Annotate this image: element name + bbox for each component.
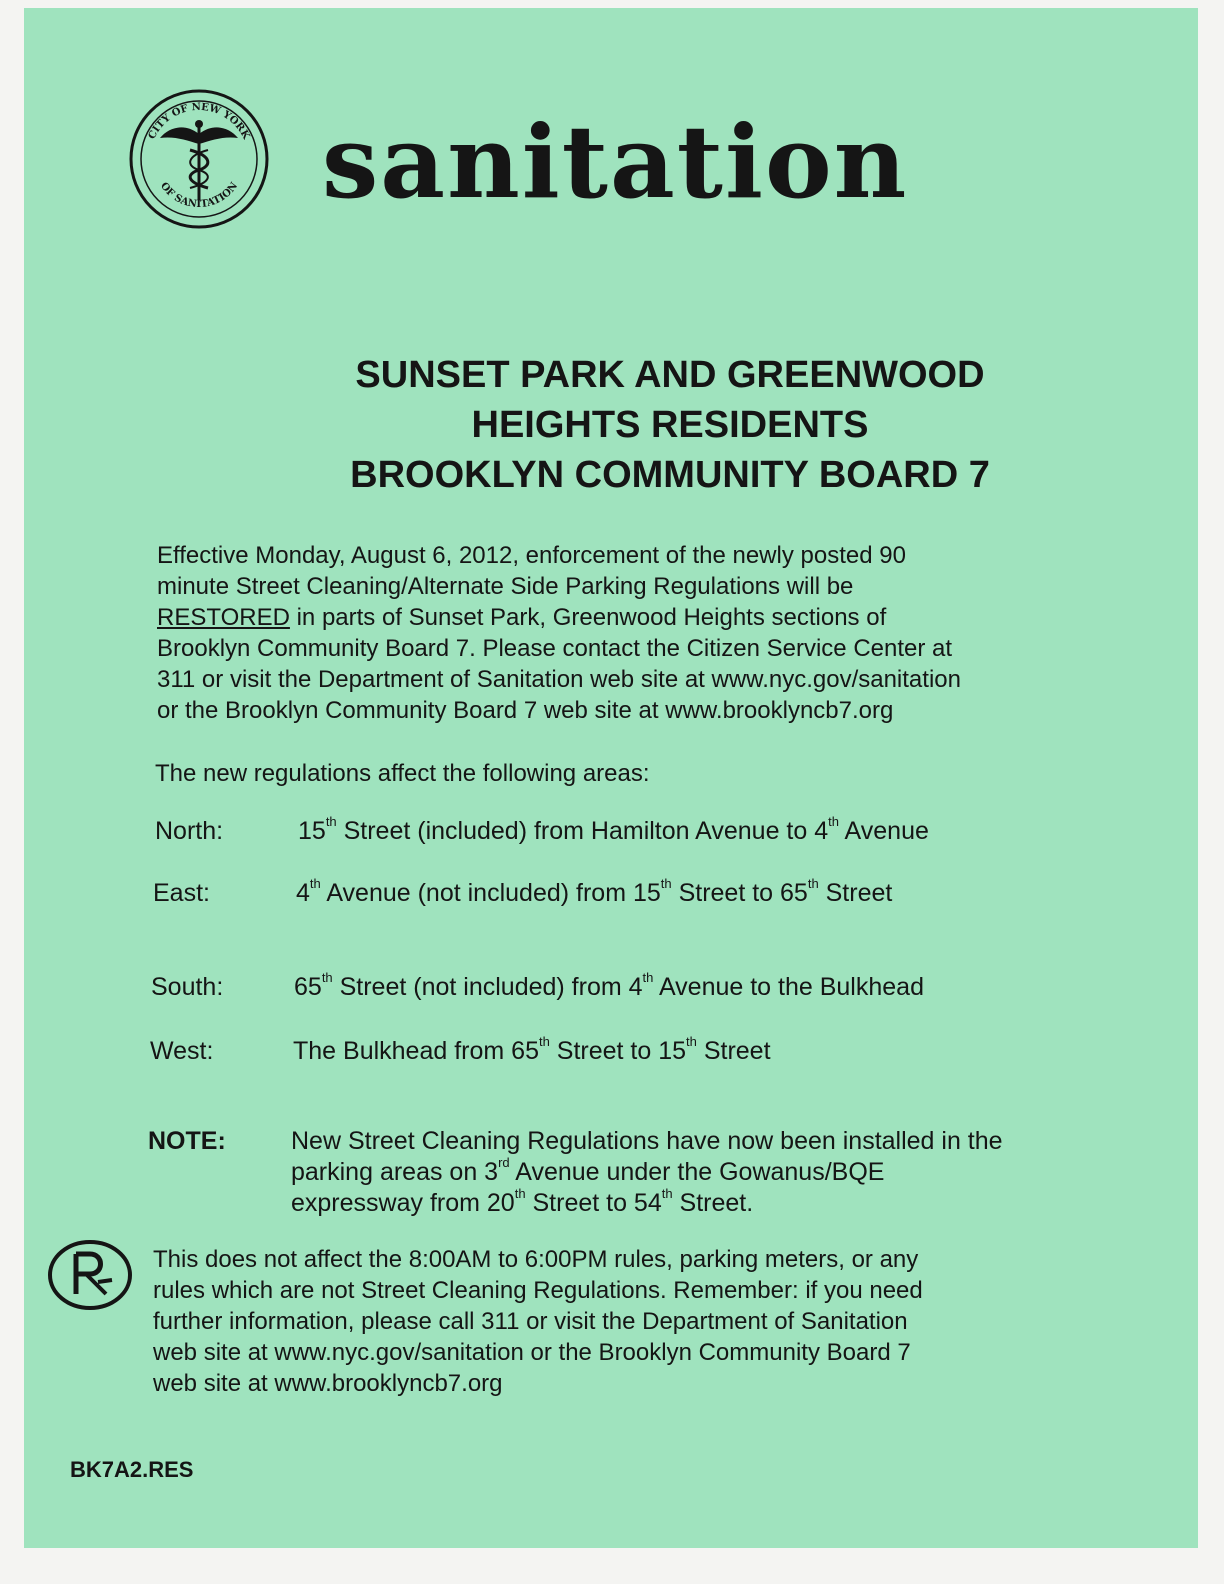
intro-line: or the Brooklyn Community Board 7 web site at www.brooklyncb7.org: [157, 697, 894, 724]
intro-line: Brooklyn Community Board 7. Please contact the Citizen Service Center at: [157, 635, 953, 662]
ordinal-number: 4: [296, 879, 310, 907]
area-text: Street (included) from Hamilton Avenue to 4: [336, 817, 829, 845]
ordinal-suffix: th: [686, 1033, 697, 1049]
area-description: [298, 813, 929, 847]
area-label: North:: [155, 817, 224, 845]
intro-line: [157, 602, 961, 633]
department-of-sanitation-seal: [128, 88, 270, 230]
note-text-part: Street.: [672, 1189, 754, 1217]
ordinal-suffix: th: [642, 969, 654, 985]
note-text-part: Street to 54: [525, 1189, 662, 1217]
area-text: Street: [818, 879, 893, 907]
ordinal-suffix: rd: [498, 1154, 510, 1170]
headline-line: SUNSET PARK AND GREENWOOD: [355, 354, 985, 396]
note-line: [291, 1154, 1003, 1188]
intro-line: Effective Monday, August 6, 2012, enforcement of the newly posted 90: [157, 542, 906, 569]
headline-line: BROOKLYN COMMUNITY BOARD 7: [350, 454, 990, 496]
area-text: Avenue (not included) from 15: [320, 879, 661, 907]
ordinal-suffix: th: [661, 1185, 673, 1201]
ordinal-number: 65: [294, 973, 322, 1001]
ordinal-suffix: th: [660, 875, 672, 891]
area-label: East:: [153, 879, 210, 907]
area-text: Avenue: [838, 817, 929, 845]
document-code: BK7A2.RES: [70, 1457, 194, 1482]
headline-line: HEIGHTS RESIDENTS: [471, 404, 869, 446]
intro-line: 311 or visit the Department of Sanitation web site at www.nyc.gov/sanitation: [157, 666, 961, 693]
closing-line: further information, please call 311 or visit the Department of Sanitation: [153, 1308, 908, 1335]
closing-line: This does not affect the 8:00AM to 6:00PM rules, parking meters, or any: [153, 1246, 919, 1273]
ordinal-suffix: th: [828, 813, 839, 829]
ordinal-suffix: th: [309, 875, 321, 891]
intro-paragraph: [157, 540, 961, 726]
ordinal-suffix: th: [321, 969, 333, 985]
closing-line: web site at www.nyc.gov/sanitation or the Brooklyn Community Board 7: [153, 1339, 911, 1366]
closing-line: web site at www.brooklyncb7.org: [153, 1370, 503, 1397]
area-text: Street (not included) from 4: [332, 973, 643, 1001]
intro-text: in parts of Sunset Park, Greenwood Heights sections of: [289, 604, 887, 631]
areas-intro: The new regulations affect the following areas:: [155, 760, 650, 787]
area-text: Street to 15: [549, 1037, 687, 1065]
headline: [250, 350, 1090, 500]
ordinal-suffix: th: [538, 1033, 550, 1049]
area-text: Street: [696, 1037, 771, 1065]
ordinal-suffix: th: [807, 875, 819, 891]
area-description: [296, 875, 893, 909]
area-text: Street to 65: [671, 879, 808, 907]
area-description: [293, 1033, 771, 1067]
area-text: Avenue to the Bulkhead: [653, 973, 924, 1001]
note-line: New Street Cleaning Regulations have now been installed in the: [291, 1127, 1003, 1155]
area-text: The Bulkhead from 65: [293, 1037, 539, 1065]
ordinal-suffix: th: [514, 1185, 526, 1201]
closing-line: rules which are not Street Cleaning Regulations. Remember: if you need: [153, 1277, 923, 1304]
seal-bottom-text: OF SANITATION: [157, 180, 241, 211]
note-text-part: parking areas on 3: [291, 1158, 499, 1186]
area-label: South:: [151, 973, 224, 1001]
restored-emphasis: RESTORED: [157, 604, 290, 631]
intro-line: minute Street Cleaning/Alternate Side Parking Regulations will be: [157, 573, 854, 600]
note-label: NOTE:: [148, 1127, 226, 1155]
note-text: [291, 1126, 1003, 1219]
note-text-part: expressway from 20: [291, 1189, 515, 1217]
note-text-part: Avenue under the Gowanus/BQE: [509, 1158, 885, 1186]
ordinal-number: 15: [298, 817, 326, 845]
note-line: [291, 1185, 1003, 1219]
area-description: [294, 969, 924, 1003]
ordinal-suffix: th: [325, 813, 337, 829]
no-parking-icon: [46, 1238, 134, 1312]
area-label: West:: [150, 1037, 214, 1065]
seal-top-text: CITY OF NEW YORK: [146, 101, 252, 142]
department-wordmark: sanitation: [322, 103, 909, 221]
closing-paragraph: [153, 1244, 923, 1399]
